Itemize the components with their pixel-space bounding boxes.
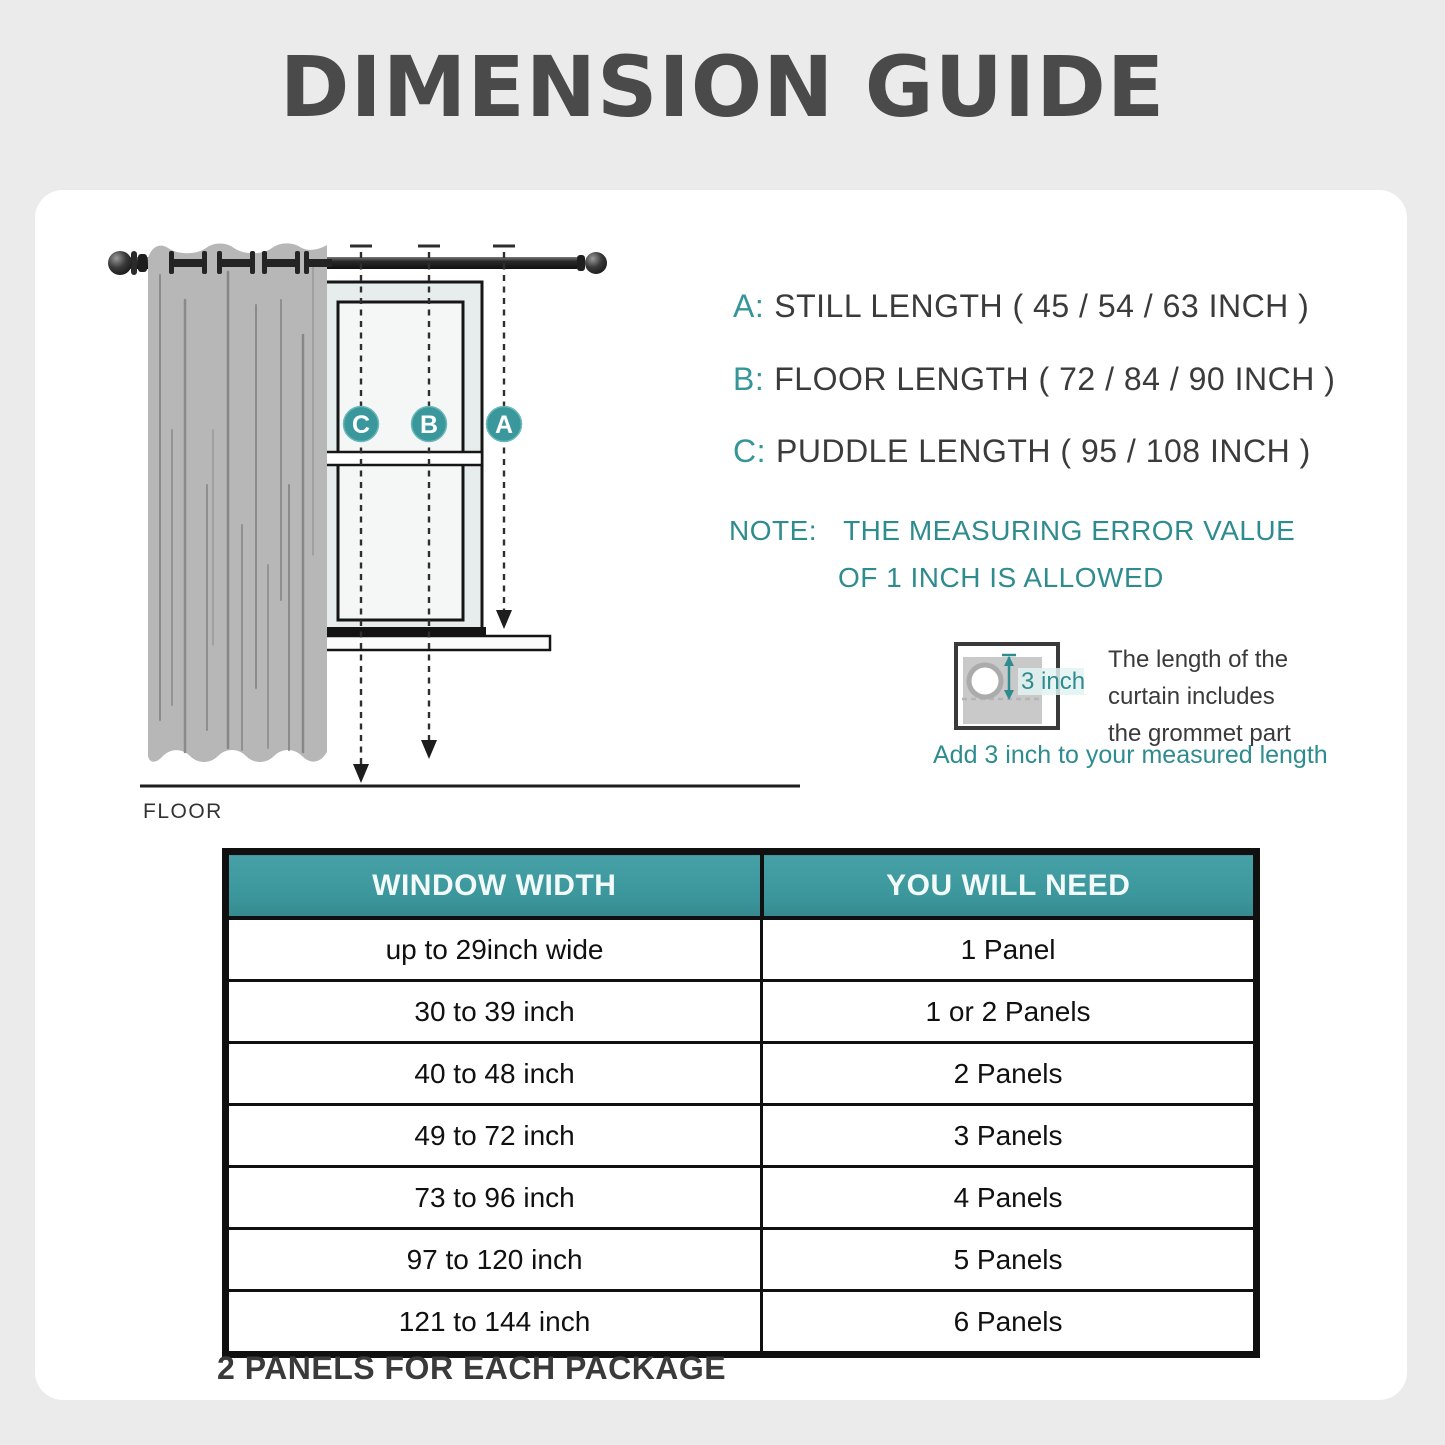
table-header-row <box>226 852 1257 919</box>
measure-badges <box>344 407 522 442</box>
cell-width-5: 97 to 120 inch <box>226 1229 762 1291</box>
page-title: DIMENSION GUIDE <box>279 38 1166 136</box>
grommet-diagram <box>956 644 1085 728</box>
package-note: 2 PANELS FOR EACH PACKAGE <box>217 1350 727 1386</box>
grommet-desc-line2: curtain includes <box>1108 683 1275 710</box>
grommet-tip: Add 3 inch to your measured length <box>933 741 1328 769</box>
cell-need-1: 1 or 2 Panels <box>762 981 1257 1043</box>
badge-c-label: C <box>351 411 371 439</box>
col-header-window-width: WINDOW WIDTH <box>226 852 762 919</box>
measuring-note <box>729 515 1295 547</box>
table-row <box>226 1229 1257 1291</box>
spec-line-b <box>733 361 1335 398</box>
cell-need-3: 3 Panels <box>762 1105 1257 1167</box>
spec-text-a: STILL LENGTH ( 45 / 54 / 63 INCH ) <box>774 288 1310 324</box>
spec-letter-b: B: <box>733 361 765 397</box>
cell-need-6: 6 Panels <box>762 1291 1257 1355</box>
grommet-desc-line3: the grommet part <box>1108 720 1291 747</box>
cell-need-4: 4 Panels <box>762 1167 1257 1229</box>
table-row <box>226 1105 1257 1167</box>
cell-width-0: up to 29inch wide <box>226 918 762 981</box>
cell-width-3: 49 to 72 inch <box>226 1105 762 1167</box>
grommet-description <box>1108 641 1338 752</box>
cell-width-4: 73 to 96 inch <box>226 1167 762 1229</box>
grommet-measure-label: 3 inch <box>1021 668 1086 695</box>
table-row <box>226 1043 1257 1105</box>
cell-width-1: 30 to 39 inch <box>226 981 762 1043</box>
note-prefix: NOTE: <box>729 515 818 546</box>
spec-letter-a: A: <box>733 288 765 324</box>
spec-text-b: FLOOR LENGTH ( 72 / 84 / 90 INCH ) <box>774 361 1336 397</box>
badge-a-label: A <box>494 411 514 439</box>
col-header-you-will-need: YOU WILL NEED <box>762 852 1257 919</box>
panel-count-table <box>222 848 1260 1358</box>
cell-need-2: 2 Panels <box>762 1043 1257 1105</box>
spec-text-c: PUDDLE LENGTH ( 95 / 108 INCH ) <box>776 433 1311 469</box>
table-row <box>226 918 1257 981</box>
window-icon <box>312 282 550 650</box>
note-line1: THE MEASURING ERROR VALUE <box>843 515 1296 546</box>
floor-label: FLOOR <box>143 800 223 823</box>
curtain-icon <box>148 243 332 762</box>
cell-need-5: 5 Panels <box>762 1229 1257 1291</box>
cell-width-6: 121 to 144 inch <box>226 1291 762 1355</box>
badge-b-label: B <box>419 411 439 439</box>
spec-line-a <box>733 288 1309 325</box>
table-row <box>226 1291 1257 1355</box>
cell-need-0: 1 Panel <box>762 918 1257 981</box>
spec-line-c <box>733 433 1311 470</box>
grommet-ring-icon <box>969 665 1001 697</box>
grommet-desc-line1: The length of the <box>1108 646 1289 673</box>
table-row <box>226 1167 1257 1229</box>
table-row <box>226 981 1257 1043</box>
spec-letter-c: C: <box>733 433 766 469</box>
cell-width-2: 40 to 48 inch <box>226 1043 762 1105</box>
note-line2: OF 1 INCH IS ALLOWED <box>838 562 1164 593</box>
